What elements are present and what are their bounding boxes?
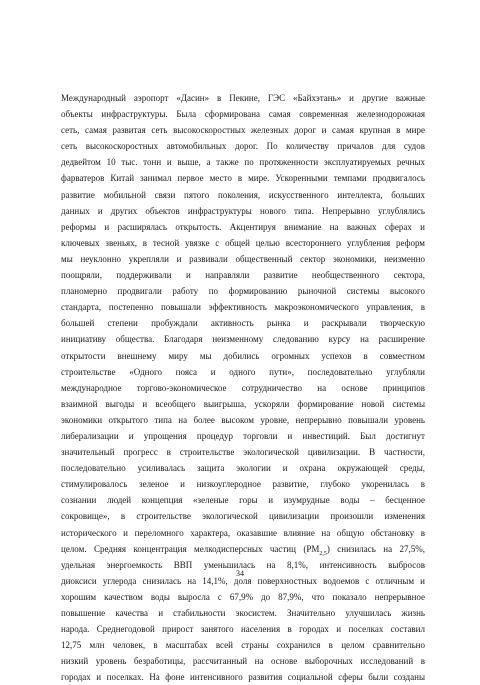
text-line: развитие мобильной связи пятого поколения, искусственного интеллекта, больших (61, 189, 425, 200)
text-line: реформы и расширялась открытость. Акцентируя внимание на важных сферах и (61, 221, 425, 232)
text-line: диоксиси углерода снизилась на 14,1%, доля поверхностных водоемов с отличным и (61, 575, 425, 586)
text-line: хорошим качеством воды выросла с 67,9% до 87,9%, что показало непрерывное (61, 591, 425, 602)
text-line: Международный аэропорт «Дасин» в Пекине, ГЭС «Байхэтань» и другие важные (61, 93, 425, 103)
text-line: удельная энергоемкость ВВП уменьшилась на 8,1%, интенсивность выбросов (61, 559, 425, 570)
text-line: фарватеров Китай занимал первое место в мире. Ускоренными темпами продвигалось (61, 173, 425, 184)
text-line: значительный прогресс в строительстве экологической цивилизации. В частности, (61, 447, 425, 458)
text-line: последовательно усиливалась защита экологии и охрана окружающей среды, (61, 463, 425, 474)
page-number: 34 (236, 569, 244, 578)
text-line: повышение качества и стабильности экосистем. Значительно улучшилась жизнь (61, 608, 425, 618)
text-line: сознании людей концепция «зеленые горы и изумрудные воды – бесценное (61, 495, 425, 506)
text-line: стимулировалось зеленое и низкоуглеродное развитие, глубоко укоренилась в (61, 479, 425, 490)
text-line: мы неуклонно укрепляли и развивали общественный сектор экономики, неизменно (61, 253, 425, 264)
text-line: 12,75 млн человек, в масштабах всей страны сохранился в целом сравнительно (61, 640, 425, 651)
text-line: исторического и переломного характера, оказавшие влияние на общую обстановку в (61, 527, 425, 538)
text-line: народа. Среднегодовой прирост занятого населения в городах и поселках составил (61, 624, 425, 635)
text-line: стандарта, постепенно повышали эффективность макроэкономического управления, в (61, 302, 425, 313)
text-line: взаимной выгоды и всеобщего выигрыша, ускоряли формирование новой системы (61, 398, 425, 409)
text-line: низкий уровень безработицы, рассчитанный на основе выборочных исследований в (61, 656, 425, 667)
text-line: планомерно продвигали работу по формированию рыночной системы высокого (61, 286, 425, 297)
text-line: городах и поселках. На фоне интенсивного развития социальной сферы были созданы (61, 672, 425, 683)
text-line: открытости внешнему миру мы добились огромных успехов в совместном (61, 350, 425, 361)
text-line: строительстве «Одного пояса и одного пути», последовательно углубляли (61, 366, 425, 377)
text-line: сокровище», в строительстве экологической цивилизации произошли изменения (61, 511, 425, 522)
text-line: экономики открытого типа на более высоком уровне, непрерывно повышали уровень (61, 414, 425, 425)
text-line: дедвейтом 10 тыс. тонн и выше, а также по протяженности эксплуатируемых речных (61, 157, 425, 168)
text-line: сеть высокоскоростных автомобильных дорог. По количеству причалов для судов (61, 141, 425, 152)
text-line: сеть, самая развитая сеть высокоскоростных железных дорог и самая крупная в мире (61, 125, 425, 136)
text-line: либерализации и упрощения процедур торговли и инвестиций. Был достигнут (61, 430, 425, 441)
text-line: инициативу общества. Благодаря неизменному следованию курсу на расширение (61, 334, 425, 345)
text-line: данных и других объектов инфраструктуры нового типа. Непрерывно углублялись (61, 205, 425, 216)
text-line: международное торгово-экономическое сотрудничество на основе принципов (61, 382, 425, 393)
text-line: объекты инфраструктуры. Была сформирована самая современная железнодорожная (61, 109, 425, 120)
text-line: большей степени пробуждали активность рынка и раскрывали творческую (61, 318, 425, 329)
body-text (61, 90, 425, 685)
text-line: ключевых звеньях, в тесной увязке с общей целью всестороннего углубления реформ (61, 237, 425, 248)
text-line: целом. Средняя концентрация мелкодисперсных частиц $(PM_{2,5})$ снизилась на 27,5%, (61, 543, 425, 557)
text-line: поощряли, поддерживали и направляли развитие необщественного сектора, (61, 270, 425, 281)
